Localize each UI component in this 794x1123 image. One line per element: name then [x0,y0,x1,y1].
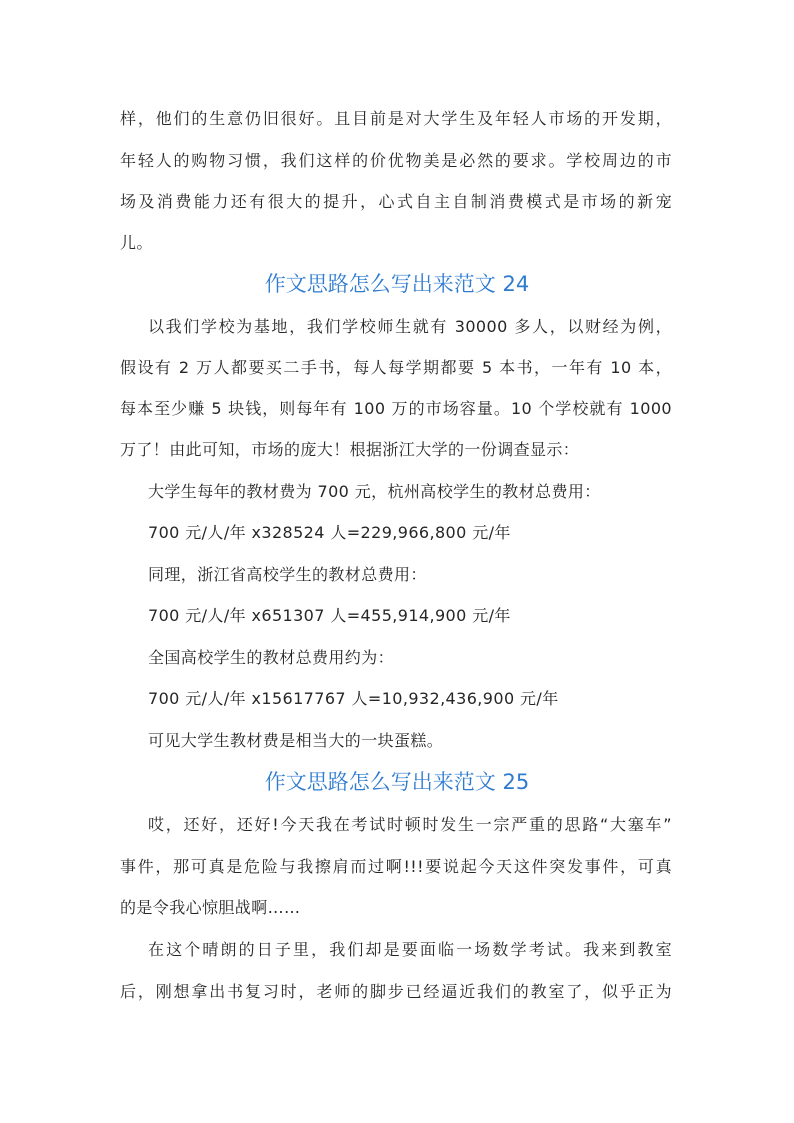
paragraph-line: 可见大学生教材费是相当大的一块蛋糕。 [148,731,444,750]
paragraph-line: 假设有 2 万人都要买二手书，每人每学期都要 5 本书，一年有 10 本， [120,358,672,377]
formula-line: 700 元/人/年 x328524 人=229,966,800 元/年 [148,523,511,542]
formula-line: 700 元/人/年 x15617767 人=10,932,436,900 元/年 [148,689,559,708]
paragraph-line: 以我们学校为基地，我们学校师生就有 30000 多人，以财经为例， [148,317,672,336]
paragraph-line: 大学生每年的教材费为 700 元，杭州高校学生的教材总费用： [148,482,601,501]
paragraph-line: 儿。 [120,233,153,252]
formula-line: 700 元/人/年 x651307 人=455,914,900 元/年 [148,606,511,625]
paragraph-line: 事件，那可真是危险与我擦肩而过啊!!!要说起今天这件突发事件，可真 [120,857,672,876]
section-heading-24: 作文思路怎么写出来范文 24 [264,272,530,296]
paragraph-line: 后，刚想拿出书复习时，老师的脚步已经逼近我们的教室了，似乎正为 [120,982,672,1001]
paragraph-line: 在这个晴朗的日子里，我们却是要面临一场数学考试。我来到教室 [148,940,672,959]
paragraph-line: 全国高校学生的教材总费用约为： [148,648,395,667]
paragraph-line: 年轻人的购物习惯，我们这样的价优物美是必然的要求。学校周边的市 [120,151,672,170]
paragraph-line: 样，他们的生意仍旧很好。且目前是对大学生及年轻人市场的开发期， [120,109,672,128]
paragraph-line: 同理，浙江省高校学生的教材总费用： [148,565,427,584]
paragraph-line: 万了！由此可知，市场的庞大！根据浙江大学的一份调查显示： [120,440,580,459]
section-heading-25: 作文思路怎么写出来范文 25 [264,770,530,794]
paragraph-line: 每本至少赚 5 块钱，则每年有 100 万的市场容量。10 个学校就有 1000 [120,399,672,418]
paragraph-line: 哎，还好，还好!今天我在考试时顿时发生一宗严重的思路“大塞车” [148,815,672,834]
paragraph-line: 场及消费能力还有很大的提升，心式自主自制消费模式是市场的新宠 [120,192,672,211]
paragraph-line: 的是令我心惊胆战啊…… [120,898,301,917]
